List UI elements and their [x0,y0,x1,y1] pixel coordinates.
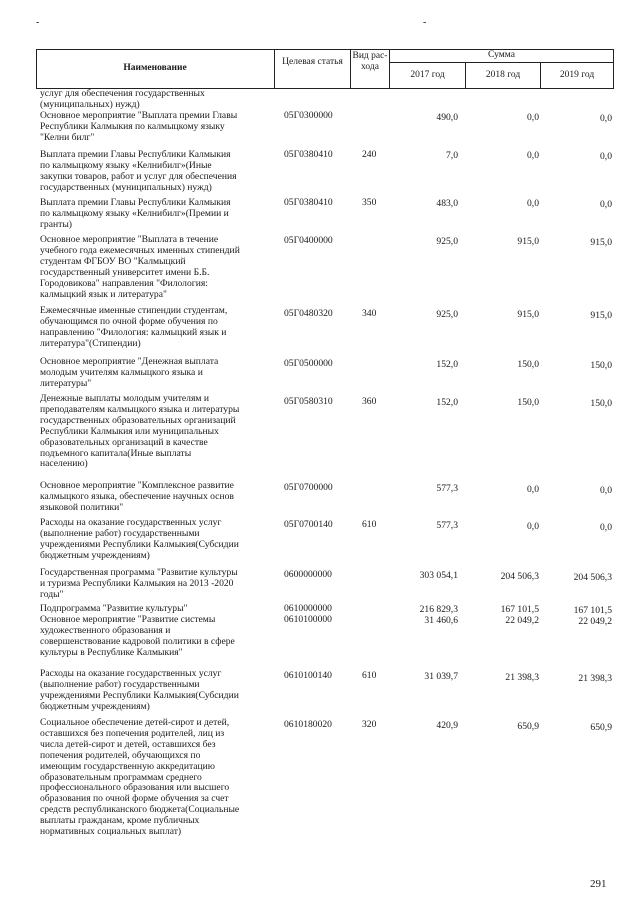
row-type: 320 [362,719,377,730]
row-type: 360 [362,396,377,407]
row-name: Основное мероприятие "Выплата премии Главы Республики Калмыкия по калмыцкому языку "Келни билг" [40,110,238,143]
row-value-2018: 0,0 [527,112,539,123]
row-value-2017: 577,3 [436,520,458,531]
row-name: Расходы на оказание государственных услуг (выполнение работ) государственными учреждениями Республики Калмыкия(Субсидии бюджетным учреждениям) [40,668,239,712]
row-code: 05Г0480320 [284,308,333,319]
row-type: 350 [362,197,377,208]
row-name: Расходы на оказание государственных услуг (выполнение работ) государственными учреждениями Республики Калмыкия(Субсидии бюджетным учреждениям) [40,517,239,561]
row-code: 05Г0500000 [284,358,333,369]
row-name: Выплата премии Главы Республики Калмыкия по калмыцкому языку «Келнибилг»(Премии и гранты) [40,197,231,230]
row-value-2017: 925,0 [436,309,458,320]
row-name: Ежемесячные именные стипендии студентам, обучающимся по очной форме обучения по направлению "Филология: калмыцкий язык и литература"(Стипендии) [40,305,228,349]
row-value-2017: 490,0 [436,112,458,123]
row-value-2018: 21 398,3 [505,672,539,683]
row-value-2017: 483,0 [436,198,458,209]
row-value-2017: 925,0 [436,236,458,247]
row-value-2018: 0,0 [527,198,539,209]
row-name: Основное мероприятие "Денежная выплата молодым учителям калмыцкого языка и литературы" [40,356,219,389]
row-value-2019: 150,0 [590,360,612,371]
row-type: 240 [362,149,377,160]
row-value-2019: 0,0 [600,522,612,533]
row-value-2019: 204 506,3 [573,572,612,583]
row-value-2019: 150,0 [590,398,612,409]
row-value-2017: 420,9 [436,720,458,731]
row-value-2018: 167 101,5 22 049,2 [500,604,539,626]
row-code: 0600000000 [284,569,332,580]
header-year-2018: 2018 год [485,70,521,80]
row-value-2018: 150,0 [517,359,539,370]
row-type: 610 [362,670,377,681]
row-value-2019: 915,0 [590,237,612,248]
row-code: 05Г0380410 [284,197,333,208]
row-name: Выплата премии Главы Республики Калмыкия по калмыцкому языку «Келнибилг»(Иные закупки товаров, работ и услуг для обеспечения государственных (муниципальных) нужд) [40,149,237,193]
row-value-2019: 915,0 [590,310,612,321]
row-value-2019: 0,0 [600,485,612,496]
row-name: Основное мероприятие "Комплексное развитие калмыцкого языка, обеспечение научных основ языковой политики" [40,480,234,513]
row-code: 05Г0700140 [284,519,333,530]
row-name: Основное мероприятие "Выплата в течение учебного года ежемесячных именных стипендий студентам ФГБОУ ВО "Калмыцкий государственный университет имени Б.Б. Городовикова" направления "Филология: калмыцкий язык и литература" [40,234,240,300]
header-year-2019: 2019 год [559,70,595,80]
row-value-2017: 303 054,1 [419,570,458,581]
row-code: 05Г0380410 [284,149,333,160]
row-value-2019: 0,0 [600,199,612,210]
top-mark-right: - [423,17,427,28]
row-code: 05Г0580310 [284,396,333,407]
header-year-2017: 2017 год [410,70,445,80]
row-value-2019: 21 398,3 [578,673,612,684]
row-value-2019: 167 101,5 22 049,2 [573,605,612,627]
row-value-2018: 150,0 [517,397,539,408]
row-value-2019: 650,9 [590,722,612,733]
row-value-2017: 152,0 [436,397,458,408]
row-type: 610 [362,519,377,530]
row-value-2018: 650,9 [517,721,539,732]
row-value-2017: 7,0 [446,150,458,161]
row-name: Денежные выплаты молодым учителям и преподавателям калмыцкого языка и литературы государственных образовательных организаций Республики Калмыкия или муниципальных образовательных организаций в качестве подъемного капитала(Иные выплаты населению) [40,393,240,470]
row-code: 0610100140 [284,670,332,681]
row-code: 0610000000 0610100000 [284,603,332,625]
row-value-2017: 152,0 [436,359,458,370]
header-sum: Сумма [488,50,515,60]
top-mark-left: - [36,17,40,28]
header-type: Вид рас-хода [352,51,388,72]
row-value-2017: 577,3 [436,483,458,494]
row-value-2018: 0,0 [527,484,539,495]
row-value-2018: 915,0 [517,309,539,320]
row-value-2018: 0,0 [527,521,539,532]
header-name: Наименование [123,63,187,73]
row-value-2018: 0,0 [527,150,539,161]
row-code: 05Г0300000 [284,110,333,121]
row-code: 0610180020 [284,719,332,730]
row-value-2018: 204 506,3 [500,571,539,582]
row-name: услуг для обеспечения государственных (муниципальных) нужд) [40,88,205,110]
row-name: Социальное обеспечение детей-сирот и детей, оставшихся без попечения родителей, лиц из числа детей-сирот и детей, оставшихся без попечения родителей, обучающихся по имеющим государственную аккредитацию образовательным программам среднего профессионального образования или высшего образования по очной форме обучения за счет средств республиканского бюджета(Социальные выплаты гражданам, кроме публичных нормативных социальных выплат) [40,717,240,838]
row-value-2019: 0,0 [600,151,612,162]
page-number: 291 [590,878,607,890]
header-target: Целевая статья [282,57,343,67]
row-code: 05Г0700000 [284,482,333,493]
row-name: Подпрограмма "Развитие культуры" Основное мероприятие "Развитие системы художественного образования и совершенствование кадровой политики в сфере культуры в Республике Калмыкия" [40,603,235,658]
row-code: 05Г0400000 [284,235,333,246]
row-value-2017: 216 829,3 31 460,6 [419,604,458,626]
row-type: 340 [362,308,377,319]
row-value-2017: 31 039,7 [424,671,458,682]
row-value-2018: 915,0 [517,236,539,247]
row-value-2019: 0,0 [600,113,612,124]
row-name: Государственная программа "Развитие культуры и туризма Республики Калмыкия на 2013 -2020 годы" [40,567,238,600]
